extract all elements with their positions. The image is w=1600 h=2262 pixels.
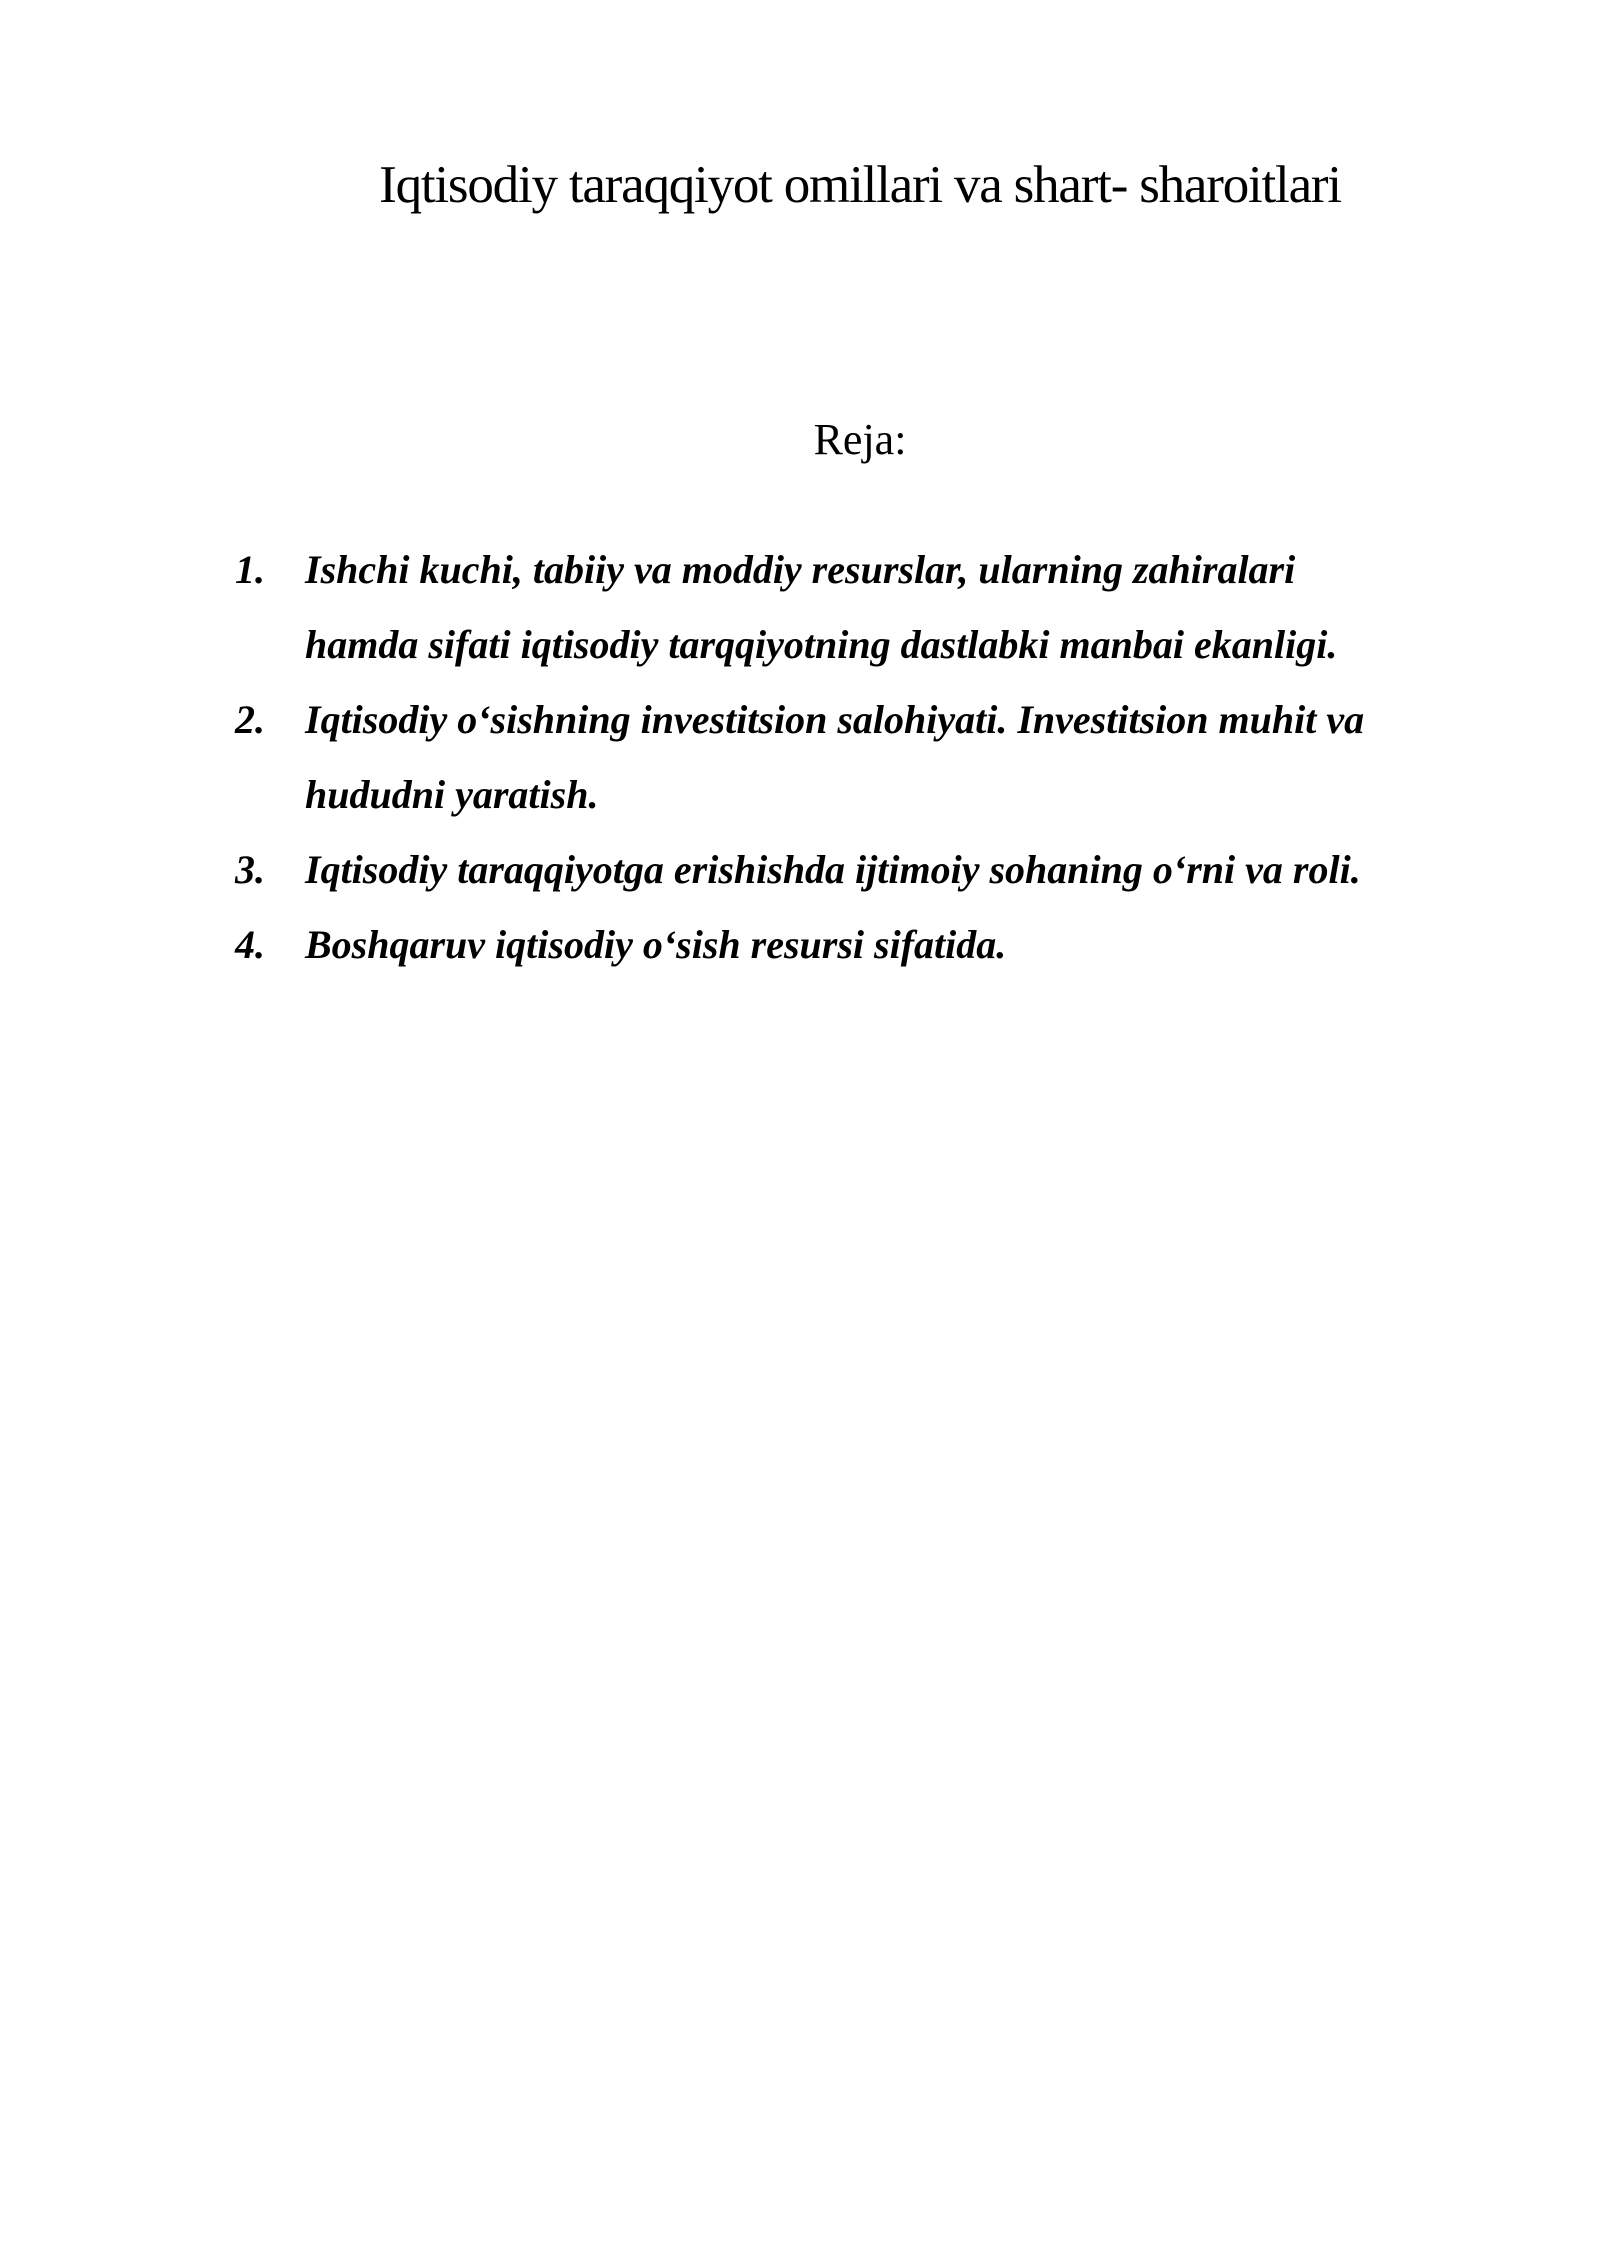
document-title: Iqtisodiy taraqqiyot omillari va shart- sharoitlari — [379, 156, 1341, 214]
plan-item-text: Ishchi kuchi, tabiiy va moddiy resurslar, ularning zahiralari — [305, 547, 1296, 592]
plan-item-text: hududni yaratish. — [305, 772, 599, 817]
plan-item — [235, 682, 1535, 832]
plan-item-text: Iqtisodiy o‘sishning investitsion salohiyati. Investitsion muhit va — [305, 697, 1365, 742]
plan-item — [235, 532, 1535, 682]
plan-item — [235, 832, 1535, 907]
plan-heading: Reja: — [813, 415, 907, 464]
plan-item-number: 1. — [235, 547, 265, 592]
plan-item-number: 3. — [235, 847, 265, 892]
plan-item — [235, 907, 1535, 982]
plan-item-number: 4. — [235, 922, 265, 967]
plan-item-text: hamda sifati iqtisodiy tarqqiyotning dastlabki manbai ekanligi. — [305, 622, 1338, 667]
plan-item-number: 2. — [235, 697, 265, 742]
plan-item-text: Boshqaruv iqtisodiy o‘sish resursi sifatida. — [305, 922, 1007, 967]
plan-item-text: Iqtisodiy taraqqiyotga erishishda ijtimoiy sohaning o‘rni va roli. — [305, 847, 1361, 892]
plan-list — [235, 532, 1535, 982]
